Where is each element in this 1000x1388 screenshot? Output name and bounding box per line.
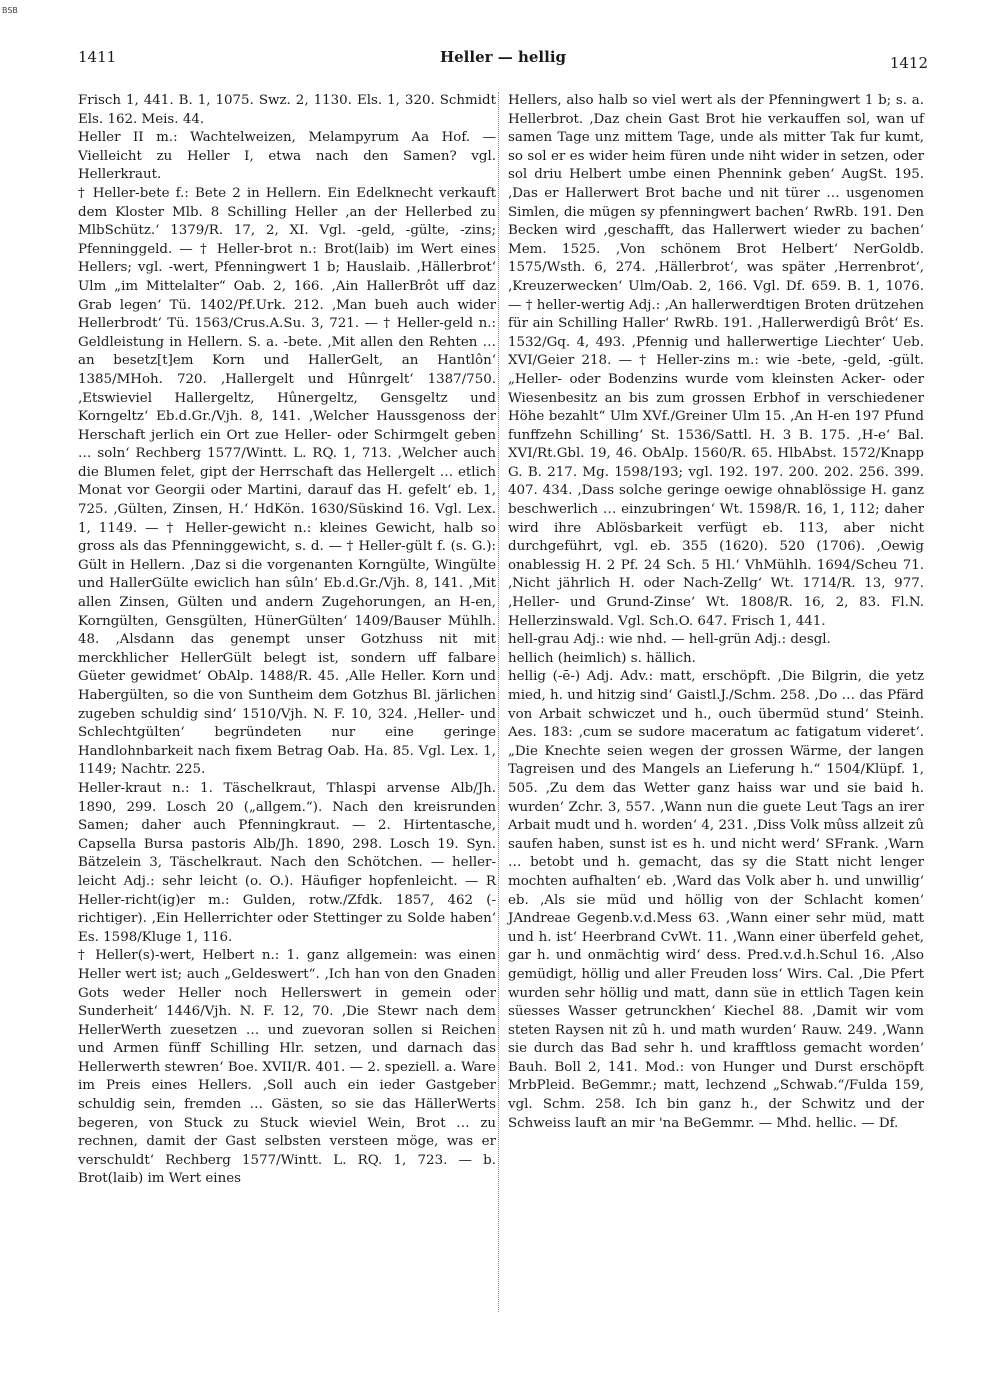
entry-paragraph: † Heller-bete f.: Bete 2 in Hellern. Ein Edelknecht verkauft dem Kloster Mlb. 8 Schilling Heller ‚an der Hellerbed zu MlbSchütz.‘ 1379/R. 17, 2, XI. Vgl. -geld, -gülte, -zins; Pfenninggeld. — † Heller-brot n.: Brot(laib) im Wert eines Hellers; vgl. -wert, Pfenningwert 1 b; Hauslaib. ‚Hällerbrot‘ Ulm „im Mittelalter“ Oab. 2, 166. ‚Ain HallerBrôt uff daz Grab legen‘ Tü. 1402/Pf.Urk. 212. ‚Man bueh auch wider Hellerbrodt‘ Tü. 1563/Crus.A.Su. 3, 721. — † Heller-geld n.: Geldleistung in Hellern. S. a. -bete. ‚Mit allen den Rehten … an besetz[t]em Korn und HallerGelt, an Hantlôn‘ 1385/MHoh. 720. ‚Hallergelt und Hûnrgelt‘ 1387/750. ‚Etswieviel Hallergeltz, Hûnergeltz, Gensgeltz und Korngeltz‘ Eb.d.Gr./Vjh. 8, 141. ‚Welcher Haussgenoss der Herschaft jerlich ein Ort zue Heller- oder Schirmgelt geben … soln‘ Rechberg 1577/Wintt. L. RQ. 1, 713. ‚Welcher auch die Blumen felet, gipt der Herrschaft das Hellergelt … etlich Monat vor Georgii oder Martini, darauf das H. gefelt‘ eb. 1, 725. ‚Gülten, Zinsen, H.‘ HdKön. 1630/Süskind 16. Vgl. Lex. 1, 1149. — † Heller-gewicht n.: kleines Gewicht, halb so gross als das Pfenninggewicht, s. d. — † Heller-gült f. (s. G.): Gült in Hellern. ‚Daz si die vorgenanten Korngülte, Wingülte und HallerGülte ewiclich han sûln‘ Eb.d.Gr./Vjh. 8, 141. ‚Mit allen Zinsen, Gülten und andern Zugehorungen, an H-en, Korngülten, Gensgülten, HünerGülten‘ 1409/Bauser Mühlh. 48. ‚Alsdann das genempt unser Gotzhuss nit mit merckhlicher HellerGült belegt ist, sondern uff falbare Güeter gewidmet‘ ObAlp. 1488/R. 45. ‚Alle Heller. Korn und Habergülten, so die von Suntheim dem Gotzhus Bl. järlichen zugeben schuldig sind‘ 1510/Vjh. N. F. 10, 324. ‚Heller- und Schlechtgülten‘ begründeten nur eine geringe Handlohnbarkeit nach fixem Betrag Oab. Ha. 85. Vgl. Lex. 1, 1149; Nachtr. 225. [78,185,496,778]
entry-paragraph: Heller-kraut n.: 1. Täschelkraut, Thlaspi arvense Alb/Jh. 1890, 299. Losch 20 („allgem.“). Nach den kreisrunden Samen; daher auch Pfenningkraut. — 2. Hirtentasche, Capsella Bursa pastoris Alb/Jh. 1890, 298. Losch 19. Syn. Bätzelein 3, Täschelkraut. Nach den Schötchen. — heller-leicht Adj.: sehr leicht (o. O.). Häufiger hopfenleicht. — R Heller-richt(ig)er m.: Gulden, rotw./Zfdk. 1857, 462 (-richtiger). ‚Ein Hellerrichter oder Stettinger zu Solde haben‘ Es. 1598/Kluge 1, 116. [78,780,496,945]
right-column [508,92,924,1133]
entry-paragraph: hellig (-ē-) Adj. Adv.: matt, erschöpft. ‚Die Bilgrin, die yetz mied, h. und hitzig sind‘ Gaistl.J./Schm. 258. ‚Do … das Pfärd von Arbait schwiczet und h., ouch übermüd stund‘ Steinh. Aes. 183: ‚cum se sudore maceratum ac fatigatum videret‘. „Die Knechte seien wegen der grossen Wärme, der langen Tagreisen und des Mangels an Lieferung h.“ 1504/Klüpf. 1, 505. ‚Zu dem das Wetter ganz haiss war und sie baid h. wurden‘ Zchr. 3, 557. ‚Wann nun die guete Leut Tags an irer Arbait mudt und h. worden‘ 4, 231. ‚Diss Volk mûss allzeit zû saufen haben, sunst ist es h. und nicht werd‘ SFrank. ‚Warn … betobt und h. gemacht, das sy die Statt nicht lenger mochten aufhalten‘ eb. ‚Ward das Volk aber h. und unwillig‘ eb. ‚Als sie müd und höllig von der Schlacht komen‘ JAndreae Gegenb.v.d.Mess 63. ‚Wann einer sehr müd, matt und h. ist‘ Heerbrand CvWt. 11. ‚Wann einer überfeld gehet, gar h. und onmächtig wird‘ dess. Pred.v.d.h.Schul 16. ‚Also gemüdigt, höllig und aller Freuden loss‘ Wirs. Cal. ‚Die Pfert wurden sehr höllig und matt, dann süe in ettlich Tagen kein süesses Wasser getrunckhen‘ Kiechel 88. ‚Damit wir vom steten Raysen nit zû h. und math wurden‘ Rauw. 249. ‚Wann sie durch das Bad sehr h. und krafftloss gemacht worden‘ Bauh. Boll 2, 141. Mod.: von Hunger und Durst erschöpft MrbPleid. BeGemmr.; matt, lechzend „Schwab.“/Fulda 159, vgl. Schm. 258. Ich bin ganz h., der Schwitz und der Schweiss lauft an mir 'na BeGemmr. — Mhd. hellic. — Df. [508,669,924,1131]
page-headword-title: Heller — hellig [439,48,567,66]
right-page-number: 1412 [889,54,928,72]
library-stamp: BSB [2,6,18,15]
entry-paragraph: † Heller(s)-wert, Helbert n.: 1. ganz allgemein: was einen Heller wert ist; auch „Geldeswert“. ‚Ich han von den Gnaden Gots weder Heller noch Hellerswert in gemein oder Sunderheit‘ 1446/Vjh. N. F. 12, 70. ‚Die Stewr nach dem HellerWerth zuesetzen … und zuevoran sollen si Reichen und Armen fünff Schilling Hlr. setzen, und darnach das Hellerwerth stewren‘ Boe. XVII/R. 401. — 2. speziell. a. Ware im Preis eines Hellers. ‚Soll auch ein ieder Gastgeber schuldig sein, fremden … Gästen, so sie das HällerWerts begeren, von Stuck zu Stuck wieviel Wein, Brot … zu rechnen, damit der Gast selbsten versteen möge, was er verschuldt‘ Rechberg 1577/Wintt. L. RQ. 1, 723. — b. Brot(laib) im Wert eines [78,948,496,1187]
entry-paragraph: hellich (heimlich) s. hällich. [508,650,696,666]
column-divider [498,92,499,1312]
entry-paragraph: Frisch 1, 441. B. 1, 1075. Swz. 2, 1130. Els. 1, 320. Schmidt Els. 162. Meis. 44. [78,93,496,127]
entry-paragraph: hell-grau Adj.: wie nhd. — hell-grün Adj.: desgl. [508,632,831,648]
left-column [78,92,496,1189]
left-page-number: 1411 [78,48,117,66]
entry-paragraph: Heller II m.: Wachtelweizen, Melampyrum Aa Hof. — Vielleicht zu Heller I, etwa nach den Samen? vgl. Hellerkraut. [78,130,496,183]
entry-paragraph: Hellers, also halb so viel wert als der Pfenningwert 1 b; s. a. Hellerbrot. ‚Daz chein Gast Brot hie verkauffen sol, wan uf samen Tage unz mittem Tage, unde als mitter Tak fur kumt, so sol er es wider heim füren unde niht wider in setzen, oder sol driu Helbert umbe einen Phennink geben‘ AugSt. 195. ‚Das er Hallerwert Brot bache und nit türer … usgenomen Simlen, die mügen sy pfenningwert bachen‘ RwRb. 191. Den Becken wird ‚geschafft, das Hallerwert wieder zu bachen‘ Mem. 1525. ‚Von schönem Brot Helbert‘ NerGoldb. 1575/Wsth. 6, 274. ‚Hällerbrot‘, was später ‚Herrenbrot‘, ‚Kreuzerwecken‘ Ulm/Oab. 2, 166. Vgl. Df. 659. B. 1, 1076. — † heller-wertig Adj.: ‚An hallerwerdtigen Broten drützehen für ain Schilling Haller‘ RwRb. 191. ‚Hallerwerdigû Brôt‘ Es. 1532/Gq. 4, 493. ‚Pfennig und hallerwertige Liechter‘ Ueb. XVI/Geier 218. — † Heller-zins m.: wie -bete, -geld, -gült. „Heller- oder Bodenzins wurde vom kleinsten Acker- oder Wiesenbesitz an bis zum grossen Erbhof in verschiedener Höhe bezahlt“ Ulm XVf./Greiner Ulm 15. ‚An H-en 197 Pfund funffzehn Schilling‘ St. 1536/Sattl. H. 3 B. 175. ‚H-e‘ Bal. XVI/Rt.Gbl. 19, 46. ObAlp. 1560/R. 65. HlbAbst. 1572/Knapp G. B. 217. Mg. 1598/193; vgl. 192. 197. 200. 202. 256. 399. 407. 434. ‚Dass solche geringe oewige ohnablössige H. ganz beschwerlich … einzubringen‘ Wt. 1598/R. 16, 1, 112; daher wird ihre Ablösbarkeit verfügt eb. 113, aber nicht durchgeführt, vgl. eb. 355 (1620). 520 (1706). ‚Oewig onablessig H. 2 Pf. 24 Sch. 5 Hl.‘ VhMühlh. 1694/Scheu 71. ‚Nicht jährlich H. oder Nach-Zellg‘ Wt. 1714/R. 13, 977. ‚Heller- und Grund-Zinse‘ Wt. 1808/R. 16, 2, 83. Fl.N. Hellerzinswald. Vgl. Sch.O. 647. Frisch 1, 441. [508,93,924,629]
running-header [78,48,928,72]
